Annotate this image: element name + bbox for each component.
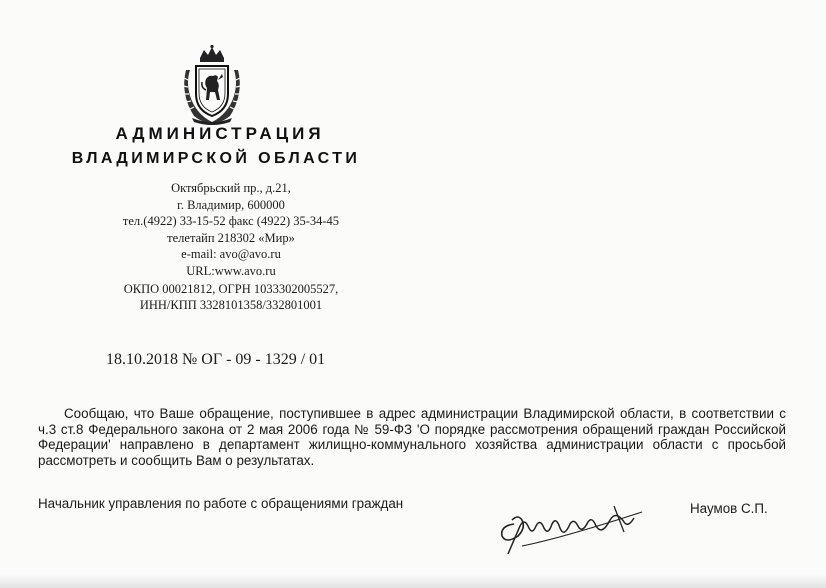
okpo-ogrn: ОКПО 00021812, ОГРН 1033302005527, <box>123 282 339 296</box>
phone-fax: тел.(4922) 33-15-52 факс (4922) 35-34-45 <box>122 214 340 228</box>
requisites-block <box>66 281 396 313</box>
org-name-line1: АДМИНИСТРАЦИЯ <box>115 124 325 143</box>
signer-position: Начальник управления по работе с обращениями граждан <box>38 496 404 511</box>
teletype: телетайп 218302 «Мир» <box>167 230 295 245</box>
inn-kpp: ИНН/КПП 3328101358/332801001 <box>139 298 323 312</box>
org-name-line2: ВЛАДИМИРСКОЙ ОБЛАСТИ <box>71 150 361 167</box>
page-bottom-shadow <box>0 574 826 588</box>
signer-name: Наумов С.П. <box>690 501 768 516</box>
letter-body: Сообщаю, что Ваше обращение, поступившее в адрес администрации Владимирской области, в соответствии с ч.3 ст.8 Федерального закона от 2 мая 2006 года № 59-ФЗ 'О порядке рассмотрения обращений граждан Российской Федерации' направлено в департамент жилищно-коммунального хозяйства администрации области с просьбой рассмотреть и сообщить Вам о результатах. <box>38 406 786 468</box>
address-street: Октябрьский пр., д.21, <box>171 181 291 195</box>
email: e-mail: avo@avo.ru <box>181 247 281 261</box>
coat-of-arms-icon <box>176 44 248 126</box>
website-url: URL:www.avo.ru <box>186 263 276 278</box>
handwritten-signature-icon <box>492 496 652 558</box>
registration-number: 18.10.2018 № ОГ - 09 - 1329 / 01 <box>106 351 326 368</box>
contact-block <box>66 180 396 279</box>
address-city: г. Владимир, 600000 <box>177 197 285 212</box>
